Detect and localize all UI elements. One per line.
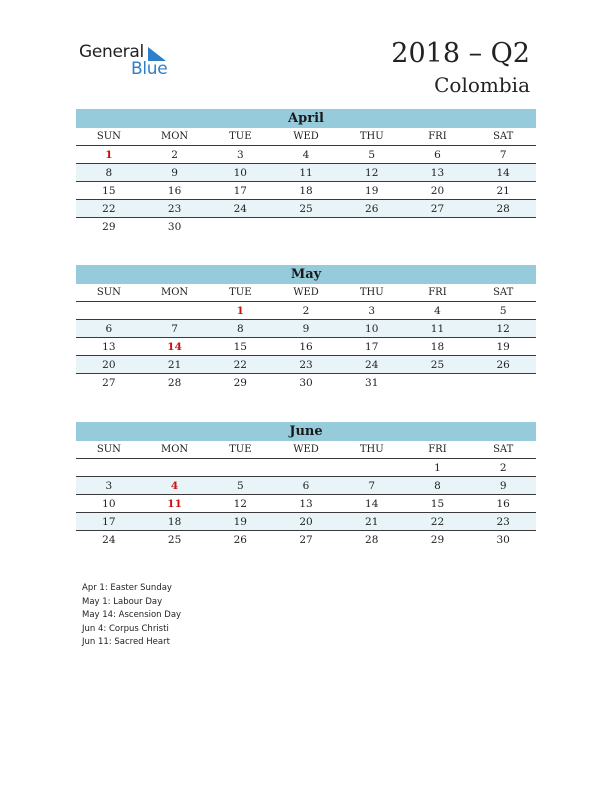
day-cell: 20 <box>102 359 116 371</box>
weekday-header-row <box>76 128 536 146</box>
week-row <box>76 495 536 513</box>
weekday-label: WED <box>293 444 319 455</box>
day-cell: 30 <box>167 221 182 233</box>
day-cell: 31 <box>365 377 379 389</box>
day-cell: 6 <box>434 149 441 161</box>
day-cell: 14 <box>496 167 510 179</box>
day-cell: 19 <box>365 185 379 197</box>
week-row <box>76 356 536 374</box>
day-cell: 27 <box>102 377 116 389</box>
weekday-label: SUN <box>96 444 121 455</box>
day-cell: 12 <box>233 498 247 510</box>
day-cell: 10 <box>365 323 379 335</box>
day-cell <box>470 374 536 392</box>
weekday-label: WED <box>293 287 319 298</box>
weekday-label: SUN <box>96 131 121 142</box>
day-cell: 25 <box>167 534 182 546</box>
day-cell: 17 <box>233 185 247 197</box>
day-cell: 16 <box>299 341 313 353</box>
day-cell: 23 <box>496 516 510 528</box>
week-row <box>76 477 536 495</box>
day-cell: 26 <box>365 203 379 215</box>
week-row <box>76 338 536 356</box>
day-cell: 16 <box>496 498 510 510</box>
weekday-label: FRI <box>428 131 447 142</box>
month-may <box>76 265 536 392</box>
day-cell: 28 <box>365 534 379 546</box>
day-cell: 25 <box>299 203 313 215</box>
day-cell: 28 <box>496 203 510 215</box>
week-row <box>76 182 536 200</box>
day-cell: 22 <box>430 516 445 528</box>
week-row <box>76 374 536 392</box>
day-cell <box>207 218 273 236</box>
day-cell <box>405 374 471 392</box>
day-cell: 5 <box>236 480 244 492</box>
holiday-note: May 1: Labour Day <box>82 596 163 607</box>
day-cell: 15 <box>430 498 445 510</box>
month-title: May <box>76 265 536 284</box>
week-row <box>76 320 536 338</box>
day-cell: 9 <box>302 323 310 335</box>
weekday-label: TUE <box>229 444 252 455</box>
day-cell: 17 <box>102 516 116 528</box>
day-cell: 20 <box>430 185 445 197</box>
weekday-label: SAT <box>493 444 514 455</box>
day-cell: 11 <box>430 323 445 335</box>
day-cell: 16 <box>167 185 182 197</box>
day-cell: 19 <box>496 341 510 353</box>
day-cell: 3 <box>236 149 244 161</box>
day-cell: 2 <box>499 462 507 474</box>
week-row <box>76 218 536 236</box>
day-cell: 28 <box>167 377 182 389</box>
day-cell: 2 <box>171 149 178 161</box>
day-cell: 2 <box>302 305 310 317</box>
day-cell: 26 <box>496 359 510 371</box>
day-cell <box>142 459 208 476</box>
day-cell: 5 <box>368 149 376 161</box>
month-april <box>76 109 536 236</box>
country-name: Colombia <box>434 73 530 97</box>
day-cell: 24 <box>233 203 247 215</box>
day-cell: 29 <box>233 377 247 389</box>
weekday-label: THU <box>359 444 384 455</box>
day-cell: 7 <box>499 149 507 161</box>
day-cell: 10 <box>233 167 247 179</box>
day-cell <box>339 218 405 236</box>
day-cell: 5 <box>499 305 507 317</box>
day-cell <box>76 302 142 319</box>
month-title: June <box>76 422 536 441</box>
day-cell: 21 <box>167 359 182 371</box>
day-cell: 7 <box>171 323 178 335</box>
weekday-header-row <box>76 441 536 459</box>
day-cell <box>76 459 142 476</box>
holiday-note: May 14: Ascension Day <box>82 610 182 620</box>
day-cell: 4 <box>302 149 310 161</box>
day-cell: 9 <box>499 480 507 492</box>
day-cell: 18 <box>430 341 445 353</box>
logo-word-general: General <box>79 42 144 62</box>
day-cell <box>207 459 273 476</box>
holiday-note: Jun 11: Sacred Heart <box>82 637 170 647</box>
day-cell: 8 <box>105 167 113 179</box>
day-cell: 29 <box>102 221 116 233</box>
week-row <box>76 164 536 182</box>
day-cell: 6 <box>302 480 310 492</box>
weekday-label: THU <box>359 131 384 142</box>
day-cell: 23 <box>167 203 182 215</box>
day-cell: 13 <box>102 341 116 353</box>
week-row <box>76 531 536 549</box>
holiday-note: Apr 1: Easter Sunday <box>82 583 172 593</box>
week-row <box>76 200 536 218</box>
logo <box>79 42 189 82</box>
day-cell: 30 <box>299 377 313 389</box>
day-cell <box>273 459 339 476</box>
day-cell: 4 <box>434 305 441 317</box>
weekday-label: TUE <box>229 131 252 142</box>
day-cell: 8 <box>434 480 441 492</box>
day-cell: 27 <box>430 203 445 215</box>
day-cell: 21 <box>365 516 379 528</box>
day-cell: 20 <box>299 516 313 528</box>
weekday-label: MON <box>160 444 189 455</box>
week-row <box>76 302 536 320</box>
day-cell: 6 <box>105 323 113 335</box>
week-row <box>76 459 536 477</box>
holiday-notes <box>82 582 181 650</box>
weekday-label: TUE <box>229 287 252 298</box>
day-cell: 24 <box>365 359 379 371</box>
weekday-label: THU <box>359 287 384 298</box>
day-cell: 21 <box>496 185 510 197</box>
day-cell: 7 <box>368 480 376 492</box>
weekday-label: MON <box>160 131 189 142</box>
day-cell: 30 <box>496 534 510 546</box>
holiday-day-cell: 14 <box>167 341 182 353</box>
weekday-label: WED <box>293 131 319 142</box>
day-cell: 15 <box>233 341 247 353</box>
day-cell <box>470 218 536 236</box>
holiday-day-cell: 1 <box>105 149 113 161</box>
day-cell: 13 <box>430 167 445 179</box>
day-cell <box>142 302 208 319</box>
day-cell: 11 <box>299 167 313 179</box>
day-cell: 23 <box>299 359 313 371</box>
day-cell: 29 <box>430 534 445 546</box>
weekday-label: FRI <box>428 287 447 298</box>
day-cell: 8 <box>236 323 244 335</box>
day-cell: 24 <box>102 534 116 546</box>
day-cell: 15 <box>102 185 116 197</box>
logo-word-blue: Blue <box>131 59 168 79</box>
week-row <box>76 513 536 531</box>
day-cell: 13 <box>299 498 313 510</box>
day-cell: 1 <box>434 462 441 474</box>
weekday-header-row <box>76 284 536 302</box>
weekday-label: MON <box>160 287 189 298</box>
day-cell: 12 <box>365 167 379 179</box>
day-cell: 14 <box>365 498 379 510</box>
day-cell: 18 <box>167 516 182 528</box>
day-cell: 22 <box>102 203 116 215</box>
day-cell: 19 <box>233 516 247 528</box>
day-cell: 9 <box>171 167 178 179</box>
day-cell <box>339 459 405 476</box>
day-cell <box>273 218 339 236</box>
day-cell: 17 <box>365 341 379 353</box>
day-cell: 25 <box>430 359 445 371</box>
page-title: 2018 – Q2 <box>391 38 530 69</box>
day-cell <box>405 218 471 236</box>
holiday-day-cell: 4 <box>170 480 179 492</box>
month-title: April <box>76 109 536 128</box>
day-cell: 27 <box>299 534 313 546</box>
weekday-label: SAT <box>493 287 514 298</box>
holiday-day-cell: 11 <box>167 498 182 510</box>
day-cell: 18 <box>299 185 313 197</box>
day-cell: 26 <box>233 534 247 546</box>
day-cell: 3 <box>105 480 113 492</box>
weekday-label: FRI <box>428 444 447 455</box>
weekday-label: SAT <box>493 131 514 142</box>
day-cell: 3 <box>368 305 376 317</box>
holiday-day-cell: 1 <box>236 305 244 317</box>
weekday-label: SUN <box>96 287 121 298</box>
week-row <box>76 146 536 164</box>
day-cell: 10 <box>102 498 116 510</box>
day-cell: 12 <box>496 323 510 335</box>
month-june <box>76 422 536 549</box>
holiday-note: Jun 4: Corpus Christi <box>82 623 169 634</box>
day-cell: 22 <box>233 359 247 371</box>
